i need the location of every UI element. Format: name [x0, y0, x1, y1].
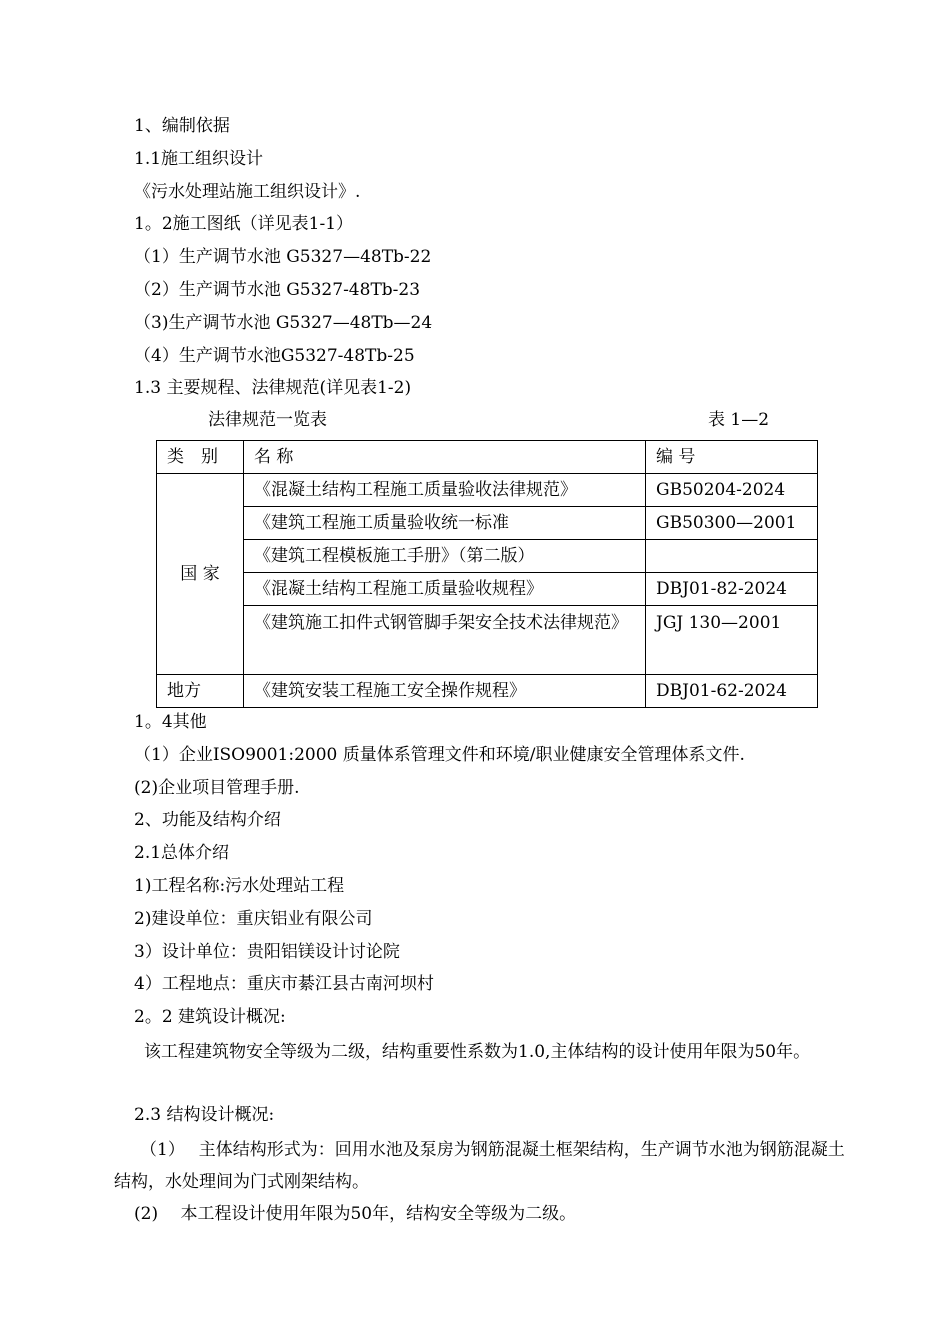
table-row: [157, 474, 818, 507]
category-local: 地方: [157, 675, 244, 708]
overview-item-3: 3）设计单位：贵阳铝镁设计讨论院: [134, 942, 400, 962]
standard-name: 《建筑工程模板施工手册》（第二版）: [244, 540, 646, 573]
drawing-item-2: （2）生产调节水池 G5327-48Tb-23: [134, 280, 421, 300]
drawing-item-3: （3)生产调节水池 G5327—48Tb—24: [134, 313, 433, 333]
table-row: [157, 507, 818, 540]
architecture-description: 该工程建筑物安全等级为二级，结构重要性系数为1.0,主体结构的设计使用年限为50年。: [144, 1042, 811, 1062]
table-number: 表 1—2: [708, 410, 770, 430]
standard-code: [646, 540, 818, 573]
structure-item-1: （1） 主体结构形式为：回用水池及泵房为钢筋混凝土框架结构，生产调节水池为钢筋混凝土结构，水处理间为门式刚架结构。: [114, 1140, 845, 1192]
structure-item-2: (2) 本工程设计使用年限为50年，结构安全等级为二级。: [134, 1204, 577, 1224]
standard-name: 《混凝土结构工程施工质量验收法律规范》: [244, 474, 646, 507]
section-1-3-title: 1.3 主要规程、法律规范(详见表1-2): [134, 378, 412, 398]
section-2-title: 2、功能及结构介绍: [134, 810, 281, 830]
table-row: [157, 540, 818, 573]
section-2-1-title: 2.1总体介绍: [134, 843, 230, 863]
standard-name: 《建筑施工扣件式钢管脚手架安全技术法律规范》: [244, 606, 646, 675]
standard-code: DBJ01-82-2024: [646, 573, 818, 606]
overview-item-4: 4）工程地点：重庆市綦江县古南河坝村: [134, 974, 434, 994]
standard-code: JGJ 130—2001: [646, 606, 818, 675]
section-2-3-title: 2.3 结构设计概况:: [134, 1105, 275, 1125]
section-1-1-title: 1.1施工组织设计: [134, 149, 264, 169]
table-row: [157, 606, 818, 675]
category-national: 国 家: [157, 474, 244, 675]
standard-name: 《混凝土结构工程施工质量验收规程》: [244, 573, 646, 606]
drawing-item-1: （1）生产调节水池 G5327—48Tb-22: [134, 247, 432, 267]
standard-code: GB50204-2024: [646, 474, 818, 507]
table-header-row: [157, 441, 818, 474]
standard-name: 《建筑工程施工质量验收统一标准: [244, 507, 646, 540]
standard-name: 《建筑安装工程施工安全操作规程》: [244, 675, 646, 708]
standard-code: GB50300—2001: [646, 507, 818, 540]
section-2-2-title: 2。2 建筑设计概况:: [134, 1007, 286, 1027]
table-row: [157, 573, 818, 606]
section-1-2-title: 1。2施工图纸（详见表1-1）: [134, 214, 354, 234]
drawing-item-4: （4）生产调节水池G5327-48Tb-25: [134, 346, 415, 366]
standard-code: DBJ01-62-2024: [646, 675, 818, 708]
table-caption: 法律规范一览表: [208, 410, 327, 430]
law-standards-table: [156, 440, 818, 708]
section-1-1-content: 《污水处理站施工组织设计》.: [134, 182, 361, 202]
other-item-2: (2)企业项目管理手册.: [134, 778, 300, 798]
header-code: 编 号: [646, 441, 818, 474]
header-category: 类 别: [157, 441, 244, 474]
other-item-1: （1）企业ISO9001:2000 质量体系管理文件和环境/职业健康安全管理体系文件.: [134, 745, 745, 765]
overview-item-1: 1)工程名称:污水处理站工程: [134, 876, 345, 896]
section-1-title: 1、编制依据: [134, 116, 230, 136]
overview-item-2: 2)建设单位：重庆铝业有限公司: [134, 909, 373, 929]
header-name: 名 称: [244, 441, 646, 474]
table-row: [157, 675, 818, 708]
section-1-4-title: 1。4其他: [134, 712, 207, 732]
